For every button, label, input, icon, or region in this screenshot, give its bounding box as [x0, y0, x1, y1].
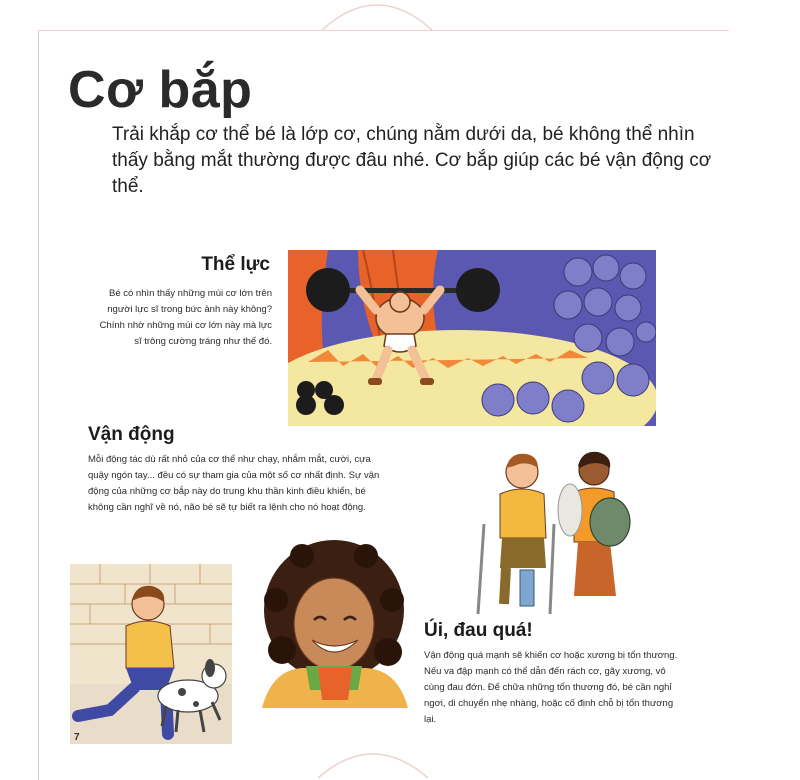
- weightlifter-illustration: [288, 250, 656, 426]
- page-number: 7: [74, 732, 80, 743]
- smiling-girl-illustration: [262, 540, 408, 708]
- injury-heading: Úi, đau quá!: [424, 620, 533, 641]
- intro-paragraph: Trải khắp cơ thể bé là lớp cơ, chúng nằm dưới da, bé không thể nhìn thấy bằng mắt thường được đâu nhé. Cơ bắp giúp các bé vận động cơ thể.: [112, 124, 712, 197]
- movement-text: Mỗi động tác dù rất nhỏ của cơ thể như chạy, nhắm mắt, cười, cựa quậy ngón tay... đều có sự tham gia của một số cơ nhất định. Sự vận động của những cơ bắp này do trung khu thần kinh điều khiển, bé không cần nghĩ về nó, não bé sẽ tự biết ra lệnh cho nó hoạt động.: [88, 454, 380, 513]
- strength-heading: Thể lực: [201, 254, 270, 275]
- children-with-crutches-illustration: [470, 446, 640, 616]
- bottom-tab-decoration: [318, 740, 428, 780]
- running-boy-and-dog-illustration: [70, 564, 232, 744]
- injury-text: Vận động quá mạnh sẽ khiến cơ hoặc xương bị tổn thương. Nếu va đập mạnh có thể dẫn đến rách cơ, gãy xương, vô cùng đau đớn. Để chữa những tổn thương đó, bé cần nghỉ ngơi, di chuyển nhẹ nhàng, hoặc cố định chỗ bị tổn thương lại.: [424, 650, 678, 725]
- top-tab-decoration: [322, 0, 432, 60]
- movement-heading: Vận động: [88, 424, 175, 445]
- strength-text: Bé có nhìn thấy những múi cơ lớn trên người lực sĩ trong bức ảnh này không? Chính nhờ những múi cơ lớn này mà lực sĩ trông cường tráng như thế đó.: [99, 288, 272, 347]
- page-title: Cơ bắp: [68, 61, 253, 119]
